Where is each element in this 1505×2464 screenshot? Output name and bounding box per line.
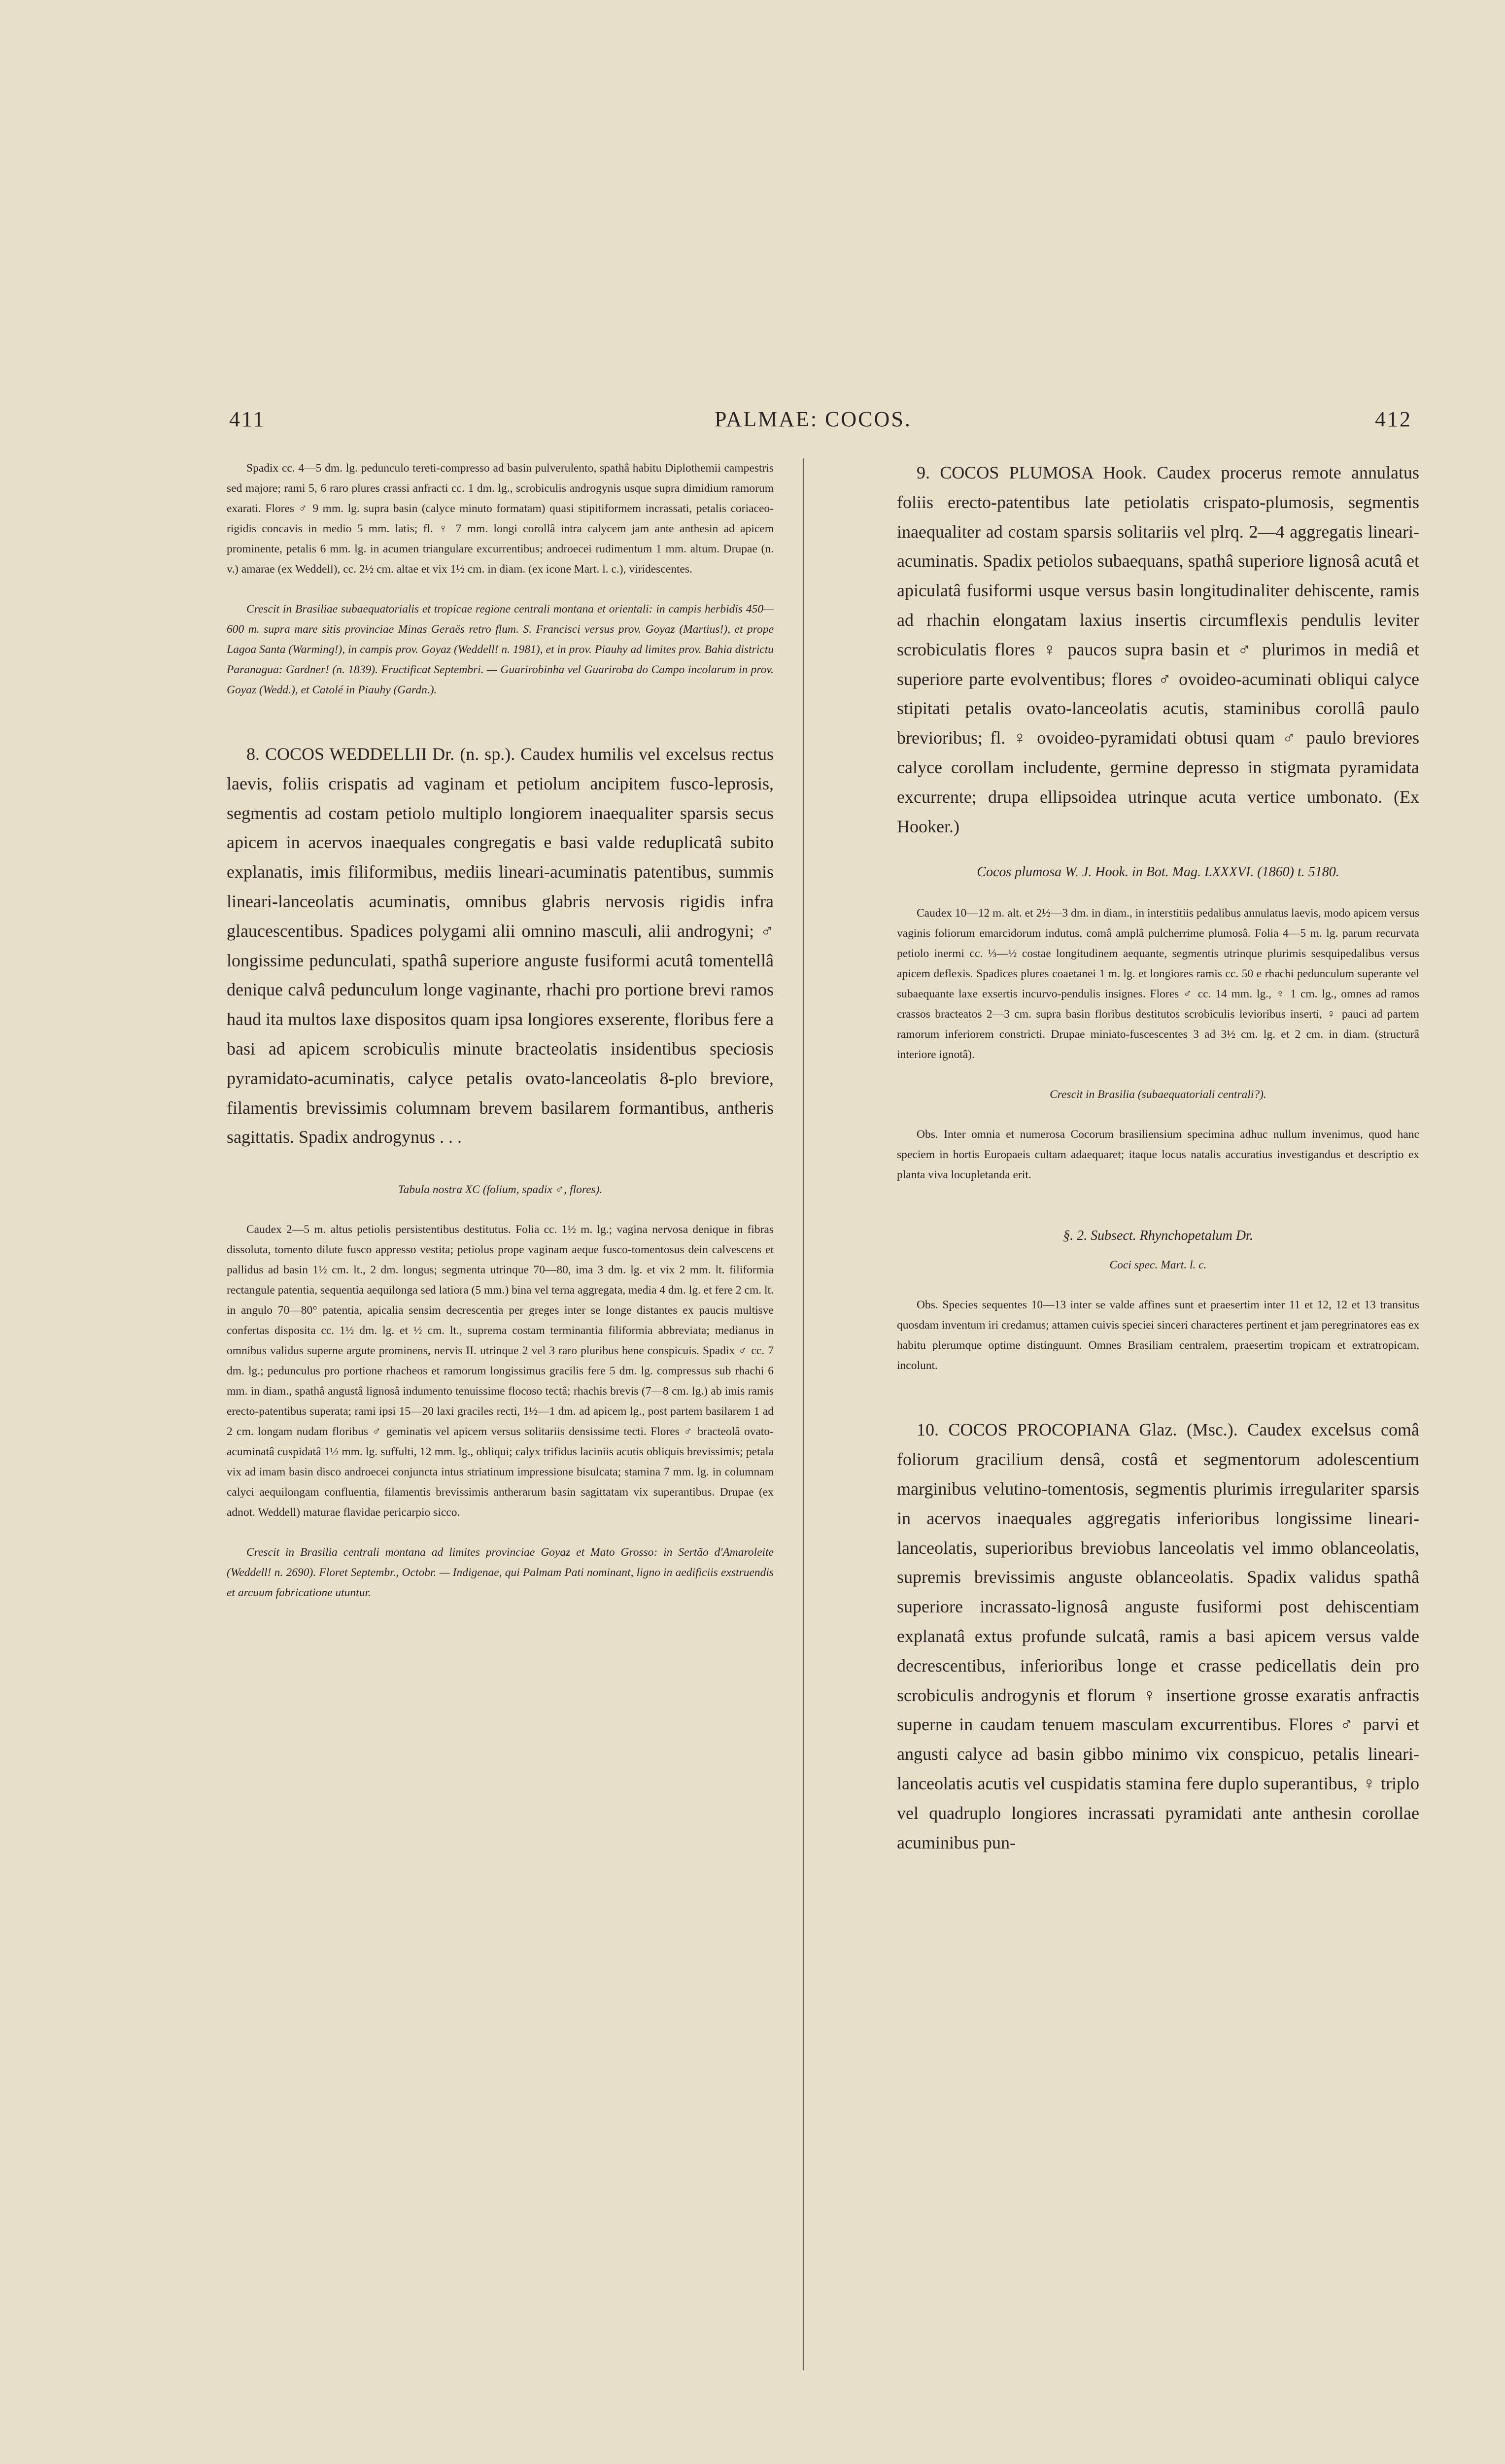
species-9-citation: Cocos plumosa W. J. Hook. in Bot. Mag. LXXXVI. (1860) t. 5180.	[977, 864, 1339, 880]
species-9-diagnosis: 9. COCOS PLUMOSA Hook. Caudex procerus remote annulatus foliis erecto-patentibus late petiolatis crispato-plumosis, segmentis inaequaliter ad costam sparsis solitariis vel plrq. 2—4 aggregatis lineari-acuminatis. Spadix petiolos subaequans, spathâ superiore lignosâ acutâ et apiculatâ fusiformi usque versus basin longitudinaliter dehiscente, ramis ad rhachin elongatam laxius insertis circumflexis pendulis leviter scrobiculatis flores ♀ paucos supra basin et ♂ plurimos in mediâ et superiore parte evolventibus; flores ♂ ovoideo-acuminati obliqui calyce stipitati petalis ovato-lanceolatis acutis, staminibus corollâ paulo brevioribus; fl. ♀ ovoideo-pyramidati obtusi quam ♂ paulo breviores calyce corollam includente, germine depresso in stigmata pyramidata excurrente; drupa ellipsoidea utrinque acuta vertice umbonato. (Ex Hooker.)	[897, 463, 1419, 836]
species-8-description: Caudex 2—5 m. altus petiolis persistentibus destitutus. Folia cc. 1½ m. lg.; vagina nervosa denique in fibras dissoluta, tomento dilute fusco appresso vestita; petiolus prope vaginam aeque fusco-tomentosus dein calvescens et pallidus ad basin 1½ cm. lt., 2 dm. longus; segmenta utrinque 70—80, ima 3 dm. lg. et vix 2 mm. lt. filiformia rectangule patentia, sequentia aequilonga sed latiora (5 mm.) bina vel terna aggregata, media 4 dm. lg. et fere 2 cm. lt. in angulo 70—80° patentia, apicalia sensim decrescentia per greges inter se longe distantes ex paucis multisve confertas disposita cc. 1½ dm. lg. et ½ cm. lt., suprema costam terminantia filiformia abbreviata; medianus in omnibus validus superne argute prominens, nervis II. utrinque 2 vel 3 raro pluribus bene conspicuis. Spadix ♂ cc. 7 dm. lg.; pedunculus pro portione rhacheos et ramorum longissimus gracilis fere 5 dm. lg. compressus sub rhachi 6 mm. in diam., spathâ angustâ lignosâ indumento tenuissime flocoso tectâ; rhachis brevis (7—8 cm. lg.) ab imis ramis erecto-patentibus superata; rami ipsi 15—20 laxi graciles recti, 1½—1 dm. ad apicem lg., post partem basilarem 1 ad 2 cm. longam nudam floribus ♂ geminatis vel apicem versus solitariis densissime tecti. Flores ♂ bracteolâ ovato-acuminatâ cuspidatâ 1½ mm. lg. suffulti, 12 mm. lg., obliqui; calyx trifidus laciniis acutis obliquis brevissimis; petala vix ad imam basin disco androecei conjuncta intus striatinum impressione bisulcata; stamina 7 mm. lg. in columnam calyci aequilongam confluentia, filamentis brevissimis antherarum basin sagittatam vix superantibus. Drupae (ex adnot. Weddell) maturae flavidae pericarpio sicco.	[227, 1223, 774, 1519]
subsection-citation: Coci spec. Mart. l. c.	[1109, 1259, 1207, 1272]
species-8-habitat: Crescit in Brasilia centrali montana ad limites provinciae Goyaz et Mato Grosso: in Sertão d'Amaroleite (Weddell! n. 2690). Floret Septembr., Octobr. — Indigenae, qui Palmam Pati nominant, ligno in aedificiis exstruendis et arcuum fabricatione utuntur.	[227, 1546, 774, 1600]
subsection-heading: §. 2. Subsect. Rhynchopetalum Dr.	[1063, 1228, 1253, 1244]
species-9-description: Caudex 10—12 m. alt. et 2½—3 dm. in diam., in interstitiis pedalibus annulatus laevis, modo apicem versus vaginis foliorum emarcidorum indutus, comâ amplâ pulcherrime plumosâ. Folia 4—5 m. lg. parum recurvata petiolo inermi cc. ⅓—½ costae longitudinem aequante, segmentis utrinque plurimis sesquipedalibus versus apicem deflexis. Spadices plures coaetanei 1 m. lg. et longiores ramis cc. 50 e rhachi pedunculum superante vel subaequante laxe exsertis incurvo-pendulis insignes. Flores ♂ cc. 14 mm. lg., ♀ 1 cm. lg., omnes ad ramos crassos bracteatos 2—3 cm. supra basin floribus destitutos scrobiculis levioribus inserti, ♀ pauci ad partem ramorum inferiorem constricti. Drupae miniato-fuscescentes 3 ad 3½ cm. lg. et 2 cm. in diam. (structurâ interiore ignotâ).	[897, 907, 1419, 1061]
spadix-description-cont: Spadix cc. 4—5 dm. lg. pedunculo tereti-compresso ad basin pulverulento, spathâ habitu Diplothemii campestris sed majore; rami 5, 6 raro plures crassi anfracti cc. 1 dm. lg., scrobiculis androgynis usque supra dimidium ramorum exarati. Flores ♂ 9 mm. lg. supra basin (calyce minuto formatam) quasi stipitiformem incrassati, petalis coriaceo-rigidis concavis in medio 5 mm. latis; fl. ♀ 7 mm. longi corollâ intra calycem jam ante anthesin ad apicem prominente, petalis 6 mm. lg. in acumen triangulare excurrentibus; androecei rudimentum 1 mm. altum. Drupae (n. v.) amarae (ex Weddell), cc. 2½ cm. altae et vix 1½ cm. in diam. (ex icone Mart. l. c.), viridescentes.	[227, 462, 774, 576]
species-10-diagnosis: 10. COCOS PROCOPIANA Glaz. (Msc.). Caudex excelsus comâ foliorum gracilium densâ, costâ et segmentorum adolescentium marginibus velutino-tomentosis, segmentis plurimis irregulariter sparsis in acervos inaequales aggregatis inferioribus longissime lineari-lanceolatis, superioribus breviobus lanceolatis vel immo oblanceolatis, supremis brevissimis anguste oblanceolatis. Spadix validus spathâ superiore incrassato-lignosâ anguste fusiformi post dehiscentiam explanatâ extus profunde sulcatâ, ramis a basi apicem versus valde decrescentibus, inferioribus longe et crasse pedicellatis dein pro scrobiculis androgynis et florum ♀ insertione grosse exaratis anfractis superne in caudam tenuem masculam excurrentibus. Flores ♂ parvi et angusti calyce ad basin gibbo minimo vix conspicuo, petalis lineari-lanceolatis acutis vel cuspidatis stamina fere duplo superantibus, ♀ triplo vel quadruplo longiores incrassati pyramidati ante anthesin corollae acuminibus pun-	[897, 1420, 1419, 1852]
column-divider	[803, 458, 804, 2370]
species-8-diagnosis: 8. COCOS WEDDELLII Dr. (n. sp.). Caudex humilis vel excelsus rectus laevis, foliis crispatis ad vaginam et petiolum ancipitem fusco-leprosis, segmentis ad costam petiolo multiplo longiorem inaequaliter sparsis secus apicem in acervos inaequales congregatis e basi valde reduplicatâ subito explanatis, imis filiformibus, mediis lineari-acuminatis patentibus, summis lineari-lanceolatis acuminatis, omnibus glabris nervosis rigidis infra glaucescentibus. Spadices polygami alii omnino masculi, alii androgyni; ♂ longissime pedunculati, spathâ superiore anguste fusiformi acutâ tomentellâ denique calvâ pedunculum longe vaginante, rhachi pro portione brevi ramos haud ita multos laxe dispositos quam ipsa longiores exserente, floribus fere a basi ad apicem scrobiculis minute bracteolatis insidentibus speciosis pyramidato-acuminatis, calyce petalis ovato-lanceolatis 8-plo breviore, filamentis brevissimis columnam brevem basilarem formantibus, antheris sagittatis. Spadix androgynus . . .	[227, 744, 774, 1147]
plate-reference: Tabula nostra XC (folium, spadix ♂, flores).	[398, 1183, 603, 1197]
page-header	[0, 394, 1505, 444]
left-column	[227, 458, 774, 1603]
species-9-habitat: Crescit in Brasilia (subaequatoriali centrali?).	[1050, 1088, 1266, 1101]
species-9-observation: Obs. Inter omnia et numerosa Cocorum brasiliensium specimina adhuc nullum invenimus, quod hanc speciem in hortis Europaeis cultam adaequaret; itaque locus natalis accuratius investigandus et descriptio ex planta viva locupletanda erit.	[897, 1128, 1419, 1182]
page-number-right: 412	[1375, 407, 1412, 431]
right-column	[897, 458, 1419, 1857]
subsection-observation: Obs. Species sequentes 10—13 inter se valde affines sunt et praesertim inter 11 et 12, 12 et 13 transitus quosdam inventum iri credamus; attamen cuivis speciei sinceri characteres pertinent et jam peregrinatores eas ex habitu plerumque optime distinguunt. Omnes Brasiliam centralem, praesertim tropicam et extratropicam, incolunt.	[897, 1299, 1419, 1372]
habitat-paragraph-left: Crescit in Brasiliae subaequatorialis et tropicae regione centrali montana et orientali: in campis herbidis 450—600 m. supra mare sitis provinciae Minas Geraës retro flum. S. Francisci versus prov. Goyaz (Martius!), et prope Lagoa Santa (Warming!), in campis prov. Goyaz (Weddell! n. 1981), et in prov. Piauhy ad limites prov. Bahia districtu Paranagua: Gardner! (n. 1839). Fructificat Septembri. — Guarirobinha vel Guariroba do Campo incolarum in prov. Goyaz (Wedd.), et Catolé in Piauhy (Gardn.).	[227, 603, 774, 696]
running-title: PALMAE: COCOS.	[715, 407, 912, 431]
page-number-left: 411	[229, 407, 266, 431]
